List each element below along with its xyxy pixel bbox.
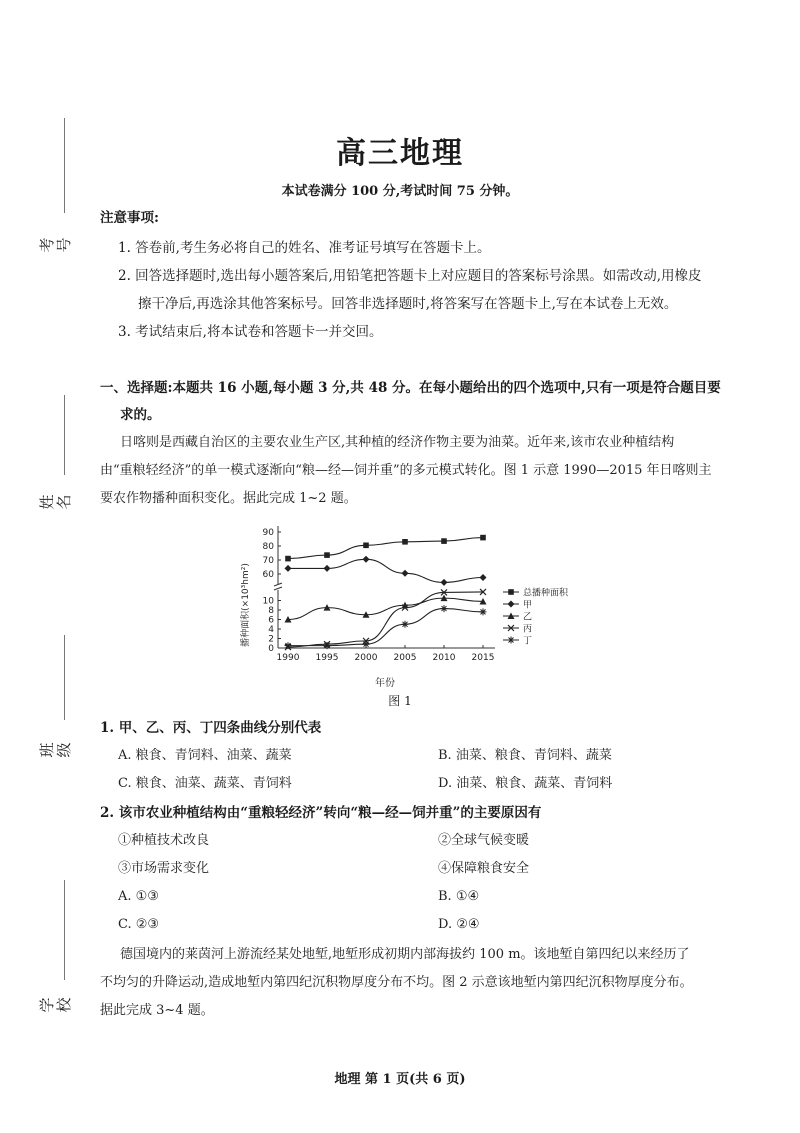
note-item-3: 3. 考试结束后,将本试卷和答题卡一并交回。 [118, 324, 383, 340]
page-footer: 地理 第 1 页(共 6 页) [334, 1072, 466, 1087]
note-item-1: 1. 答卷前,考生务必将自己的姓名、准考证号填写在答题卡上。 [118, 240, 491, 256]
passage1-line-2: 由“重粮轻经济”的单一模式逐渐向“粮—经—饲并重”的多元模式转化。图 1 示意 1990—2015 年日喀则主 [100, 463, 712, 478]
q2-option-c: C. ②③ [118, 917, 160, 932]
chart-data-point [441, 579, 448, 586]
chart-legend-label: 乙 [523, 612, 533, 623]
figure-caption: 图 1 [388, 694, 412, 708]
passage2-line-3: 据此完成 3~4 题。 [100, 1003, 214, 1018]
chart-legend-label: 总播种面积 [523, 588, 569, 599]
passage2-line-1: 德国境内的莱茵河上游流经某处地堑,地堑形成初期内部海拔约 100 m。该地堑自第四纪以来经历了 [120, 947, 690, 962]
chart-ylabel: 播种面积(×10³hm²) [241, 563, 251, 647]
chart-y-tick-label: 6 [268, 615, 274, 626]
chart-y-tick-label: 2 [268, 634, 274, 645]
chart-x-tick-label: 1995 [315, 653, 339, 663]
chart-series-line [288, 559, 483, 582]
chart-y-tick-label: 90 [262, 528, 274, 538]
chart-y-tick-label: 0 [268, 644, 274, 654]
passage1-line-3: 要农作物播种面积变化。据此完成 1~2 题。 [100, 491, 357, 506]
passage1-line-1: 日喀则是西藏自治区的主要农业生产区,其种植的经济作物主要为油菜。近年来,该市农业种植结构 [120, 435, 675, 450]
chart-legend-marker [508, 589, 514, 595]
side-label-exam-no: 考号 [38, 237, 73, 253]
chart-data-point [285, 642, 292, 649]
chart-data-point [363, 641, 370, 648]
chart-x-tick-label: 2005 [393, 653, 417, 663]
chart-y-tick-label: 60 [262, 570, 274, 580]
chart-data-point [285, 565, 292, 572]
chart-data-point [480, 574, 487, 581]
chart-legend-label: 丙 [523, 624, 533, 635]
chart-data-point [441, 538, 447, 544]
chart-data-point [285, 556, 291, 562]
q1-option-c: C. 粮食、油菜、蔬菜、青饲料 [118, 776, 292, 791]
chart-legend-marker [508, 637, 515, 644]
q1-option-b: B. 油菜、粮食、青饲料、蔬菜 [438, 748, 612, 763]
chart-x-tick-label: 2010 [432, 653, 456, 663]
chart-y-tick-label: 10 [262, 596, 274, 607]
chart-data-point [441, 605, 448, 612]
chart-legend-label: 甲 [523, 600, 533, 611]
chart-data-point [363, 556, 370, 563]
passage2-line-2: 不均匀的升降运动,造成地堑内第四纪沉积物厚度分布不均。图 2 示意该地堑内第四纪沉积物厚度分布。 [100, 975, 693, 990]
chart-x-tick-label: 2000 [354, 653, 378, 663]
chart-data-point [363, 543, 369, 549]
q2-statement-4: ④保障粮食安全 [438, 861, 530, 876]
q1-option-d: D. 油菜、粮食、蔬菜、青饲料 [438, 776, 613, 791]
chart-data-point [480, 535, 486, 541]
side-line-school [64, 880, 65, 980]
chart-series-line [288, 609, 483, 646]
chart-data-point [402, 539, 408, 545]
notes-heading: 注意事项: [100, 210, 159, 226]
q2-option-d: D. ②④ [438, 917, 480, 932]
question-1-stem: 1. 甲、乙、丙、丁四条曲线分别代表 [100, 720, 322, 736]
section-heading: 一、选择题:本题共 16 小题,每小题 3 分,共 48 分。在每小题给出的四个选项中,只有一项是符合题目要 [100, 380, 721, 396]
question-2-stem: 2. 该市农业种植结构由“重粮轻经济”转向“粮—经—饲并重”的主要原因有 [100, 805, 542, 821]
chart-data-point [402, 621, 409, 628]
chart-series-line [288, 592, 483, 647]
q1-option-a: A. 粮食、青饲料、油菜、蔬菜 [118, 748, 292, 763]
chart-x-tick-label: 2015 [471, 653, 495, 663]
section-heading-cont: 求的。 [120, 407, 161, 423]
chart-y-tick-label: 4 [268, 625, 274, 635]
chart-x-tick-label: 1990 [276, 653, 300, 663]
chart-legend-marker [508, 601, 515, 608]
chart-data-point [324, 552, 330, 558]
chart-y-tick-label: 80 [262, 542, 274, 552]
q2-statement-2: ②全球气候变暖 [438, 833, 530, 848]
chart-y-tick-label: 8 [268, 606, 274, 616]
chart-data-point [324, 642, 331, 649]
chart-axis-break [274, 583, 282, 590]
q2-option-b: B. ①④ [438, 889, 480, 904]
chart-legend-label: 丁 [523, 636, 533, 647]
figure-1-chart [230, 520, 590, 692]
page-title: 高三地理 [336, 136, 464, 171]
q2-statement-3: ③市场需求变化 [118, 861, 210, 876]
side-line-name [64, 395, 65, 475]
note-item-2: 2. 回答选择题时,选出每小题答案后,用铅笔把答题卡上对应题目的答案标号涂黑。如需改动,用橡皮 [118, 268, 702, 284]
side-label-name: 姓名 [38, 494, 73, 510]
side-label-school: 学校 [38, 997, 73, 1013]
note-item-2-cont: 擦干净后,再选涂其他答案标号。回答非选择题时,将答案写在答题卡上,写在本试卷上无效。 [138, 296, 678, 312]
chart-y-tick-label: 70 [262, 556, 274, 566]
chart-data-point [324, 565, 331, 572]
chart-xlabel: 年份 [375, 678, 395, 689]
q2-option-a: A. ①③ [118, 889, 159, 904]
chart-data-point [402, 570, 409, 577]
side-label-class: 班级 [38, 742, 73, 758]
chart-series-line [288, 538, 483, 559]
exam-subtitle: 本试卷满分 100 分,考试时间 75 分钟。 [281, 184, 519, 199]
q2-statement-1: ①种植技术改良 [118, 833, 210, 848]
chart-data-point [480, 608, 487, 615]
